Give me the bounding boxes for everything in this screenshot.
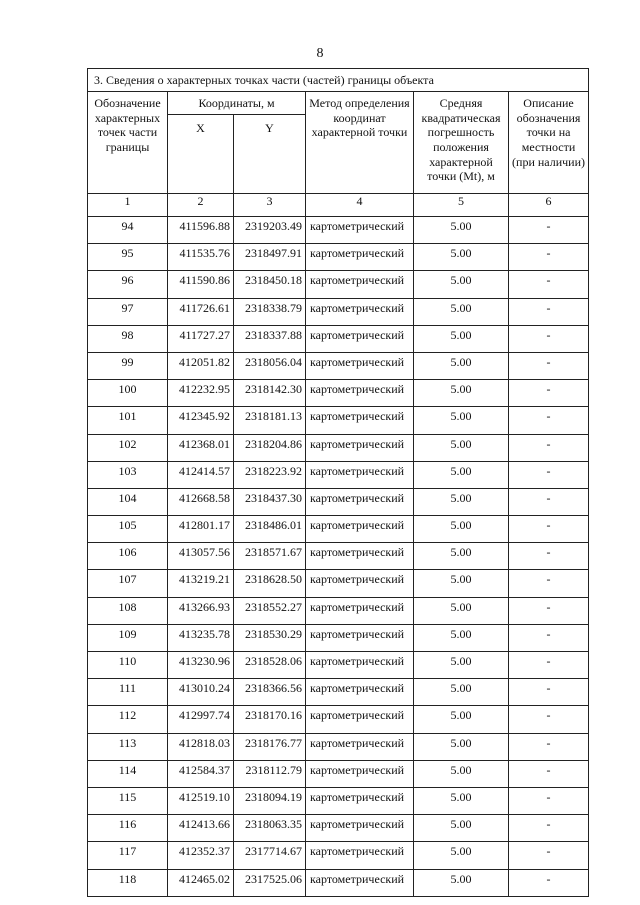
method-cell: картометрический (306, 516, 414, 543)
coordinate-y-cell: 2318497.91 (234, 244, 306, 271)
point-designation-cell: 110 (88, 652, 168, 679)
table-row (88, 652, 589, 679)
description-cell: - (509, 760, 589, 787)
error-cell: 5.00 (414, 842, 509, 869)
error-cell: 5.00 (414, 298, 509, 325)
coordinate-x-cell: 412345.92 (168, 407, 234, 434)
error-cell: 5.00 (414, 652, 509, 679)
point-designation-cell: 96 (88, 271, 168, 298)
point-designation-cell: 111 (88, 679, 168, 706)
coordinate-x-cell: 413010.24 (168, 679, 234, 706)
description-cell: - (509, 543, 589, 570)
table-row (88, 543, 589, 570)
method-cell: картометрический (306, 815, 414, 842)
coordinate-x-cell: 411726.61 (168, 298, 234, 325)
description-cell: - (509, 434, 589, 461)
method-cell: картометрический (306, 407, 414, 434)
column-number: 6 (509, 194, 589, 217)
coordinate-x-cell: 412465.02 (168, 869, 234, 896)
coordinate-y-cell: 2318337.88 (234, 325, 306, 352)
column-number: 5 (414, 194, 509, 217)
method-cell: картометрический (306, 488, 414, 515)
coordinate-x-cell: 412413.66 (168, 815, 234, 842)
coordinate-y-cell: 2318142.30 (234, 380, 306, 407)
table-row (88, 624, 589, 651)
error-cell: 5.00 (414, 733, 509, 760)
header-error: Средняя квадратическая погрешность положения характерной точки (Mt), м (414, 92, 509, 194)
table-row (88, 787, 589, 814)
coordinate-x-cell: 412818.03 (168, 733, 234, 760)
coordinate-x-cell: 411596.88 (168, 217, 234, 244)
coordinate-y-cell: 2318112.79 (234, 760, 306, 787)
coordinate-x-cell: 411590.86 (168, 271, 234, 298)
table-row (88, 217, 589, 244)
point-designation-cell: 117 (88, 842, 168, 869)
method-cell: картометрический (306, 298, 414, 325)
error-cell: 5.00 (414, 461, 509, 488)
header-y: Y (234, 115, 306, 194)
table-row (88, 869, 589, 896)
coordinate-y-cell: 2318628.50 (234, 570, 306, 597)
coordinate-x-cell: 412668.58 (168, 488, 234, 515)
error-cell: 5.00 (414, 352, 509, 379)
description-cell: - (509, 325, 589, 352)
description-cell: - (509, 488, 589, 515)
method-cell: картометрический (306, 543, 414, 570)
coordinate-x-cell: 412801.17 (168, 516, 234, 543)
coordinate-y-cell: 2318450.18 (234, 271, 306, 298)
coordinate-y-cell: 2318338.79 (234, 298, 306, 325)
table-row (88, 570, 589, 597)
error-cell: 5.00 (414, 815, 509, 842)
coordinate-x-cell: 412414.57 (168, 461, 234, 488)
method-cell: картометрический (306, 679, 414, 706)
table-row (88, 271, 589, 298)
coordinate-y-cell: 2318063.35 (234, 815, 306, 842)
table-row (88, 434, 589, 461)
point-designation-cell: 97 (88, 298, 168, 325)
table-row (88, 488, 589, 515)
coordinate-y-cell: 2318486.01 (234, 516, 306, 543)
coordinate-x-cell: 411535.76 (168, 244, 234, 271)
point-designation-cell: 106 (88, 543, 168, 570)
point-designation-cell: 118 (88, 869, 168, 896)
point-designation-cell: 99 (88, 352, 168, 379)
error-cell: 5.00 (414, 407, 509, 434)
point-designation-cell: 98 (88, 325, 168, 352)
description-cell: - (509, 652, 589, 679)
coordinate-y-cell: 2318223.92 (234, 461, 306, 488)
description-cell: - (509, 244, 589, 271)
method-cell: картометрический (306, 325, 414, 352)
method-cell: картометрический (306, 434, 414, 461)
point-designation-cell: 107 (88, 570, 168, 597)
method-cell: картометрический (306, 733, 414, 760)
point-designation-cell: 94 (88, 217, 168, 244)
point-designation-cell: 112 (88, 706, 168, 733)
description-cell: - (509, 461, 589, 488)
point-designation-cell: 101 (88, 407, 168, 434)
error-cell: 5.00 (414, 869, 509, 896)
error-cell: 5.00 (414, 244, 509, 271)
table-row (88, 842, 589, 869)
description-cell: - (509, 516, 589, 543)
error-cell: 5.00 (414, 434, 509, 461)
coordinate-y-cell: 2318094.19 (234, 787, 306, 814)
method-cell: картометрический (306, 217, 414, 244)
point-designation-cell: 114 (88, 760, 168, 787)
table-header (88, 69, 589, 217)
point-designation-cell: 115 (88, 787, 168, 814)
method-cell: картометрический (306, 760, 414, 787)
error-cell: 5.00 (414, 380, 509, 407)
table-row (88, 298, 589, 325)
error-cell: 5.00 (414, 543, 509, 570)
coordinate-y-cell: 2318056.04 (234, 352, 306, 379)
coordinate-y-cell: 2318528.06 (234, 652, 306, 679)
table-row (88, 706, 589, 733)
error-cell: 5.00 (414, 570, 509, 597)
description-cell: - (509, 815, 589, 842)
coordinate-y-cell: 2318366.56 (234, 679, 306, 706)
coordinate-x-cell: 413219.21 (168, 570, 234, 597)
method-cell: картометрический (306, 597, 414, 624)
coordinate-x-cell: 412368.01 (168, 434, 234, 461)
table-body (88, 217, 589, 897)
method-cell: картометрический (306, 461, 414, 488)
error-cell: 5.00 (414, 679, 509, 706)
error-cell: 5.00 (414, 271, 509, 298)
error-cell: 5.00 (414, 597, 509, 624)
coordinate-y-cell: 2318204.86 (234, 434, 306, 461)
column-number: 3 (234, 194, 306, 217)
coordinate-x-cell: 412997.74 (168, 706, 234, 733)
table-row (88, 244, 589, 271)
coordinate-x-cell: 413057.56 (168, 543, 234, 570)
table-row (88, 516, 589, 543)
section-title: 3. Сведения о характерных точках части (частей) границы объекта (88, 69, 589, 92)
description-cell: - (509, 706, 589, 733)
boundary-points-table (87, 68, 589, 897)
error-cell: 5.00 (414, 516, 509, 543)
point-designation-cell: 104 (88, 488, 168, 515)
coordinate-y-cell: 2319203.49 (234, 217, 306, 244)
method-cell: картометрический (306, 624, 414, 651)
coordinate-x-cell: 412519.10 (168, 787, 234, 814)
column-numbers-row (88, 194, 589, 217)
error-cell: 5.00 (414, 706, 509, 733)
coordinate-y-cell: 2318530.29 (234, 624, 306, 651)
column-number: 1 (88, 194, 168, 217)
coordinate-y-cell: 2318437.30 (234, 488, 306, 515)
method-cell: картометрический (306, 570, 414, 597)
point-designation-cell: 109 (88, 624, 168, 651)
method-cell: картометрический (306, 271, 414, 298)
description-cell: - (509, 787, 589, 814)
header-coordinates: Координаты, м (168, 92, 306, 115)
coordinate-y-cell: 2318176.77 (234, 733, 306, 760)
description-cell: - (509, 733, 589, 760)
coordinate-x-cell: 413230.96 (168, 652, 234, 679)
point-designation-cell: 103 (88, 461, 168, 488)
description-cell: - (509, 298, 589, 325)
description-cell: - (509, 624, 589, 651)
header-x: X (168, 115, 234, 194)
error-cell: 5.00 (414, 624, 509, 651)
table-row (88, 325, 589, 352)
table-row (88, 352, 589, 379)
method-cell: картометрический (306, 842, 414, 869)
point-designation-cell: 95 (88, 244, 168, 271)
error-cell: 5.00 (414, 787, 509, 814)
description-cell: - (509, 570, 589, 597)
coordinate-y-cell: 2318181.13 (234, 407, 306, 434)
column-number: 4 (306, 194, 414, 217)
point-designation-cell: 102 (88, 434, 168, 461)
description-cell: - (509, 407, 589, 434)
error-cell: 5.00 (414, 325, 509, 352)
coordinate-y-cell: 2317714.67 (234, 842, 306, 869)
table-row (88, 597, 589, 624)
method-cell: картометрический (306, 787, 414, 814)
error-cell: 5.00 (414, 488, 509, 515)
description-cell: - (509, 352, 589, 379)
column-number: 2 (168, 194, 234, 217)
header-designation: Обозначение характерных точек части границы (88, 92, 168, 194)
coordinate-x-cell: 412232.95 (168, 380, 234, 407)
table-row (88, 815, 589, 842)
coordinate-y-cell: 2318552.27 (234, 597, 306, 624)
point-designation-cell: 100 (88, 380, 168, 407)
method-cell: картометрический (306, 352, 414, 379)
description-cell: - (509, 679, 589, 706)
table-row (88, 733, 589, 760)
table-row (88, 380, 589, 407)
table-row (88, 679, 589, 706)
description-cell: - (509, 380, 589, 407)
header-description: Описание обозначения точки на местности (при наличии) (509, 92, 589, 194)
coordinate-x-cell: 413266.93 (168, 597, 234, 624)
coordinate-x-cell: 413235.78 (168, 624, 234, 651)
method-cell: картометрический (306, 244, 414, 271)
coordinate-y-cell: 2317525.06 (234, 869, 306, 896)
coordinate-x-cell: 411727.27 (168, 325, 234, 352)
point-designation-cell: 108 (88, 597, 168, 624)
header-method: Метод определения координат характерной точки (306, 92, 414, 194)
table-row (88, 407, 589, 434)
description-cell: - (509, 842, 589, 869)
coordinate-y-cell: 2318170.16 (234, 706, 306, 733)
point-designation-cell: 105 (88, 516, 168, 543)
page-number: 8 (316, 46, 324, 61)
method-cell: картометрический (306, 380, 414, 407)
coordinate-x-cell: 412051.82 (168, 352, 234, 379)
error-cell: 5.00 (414, 217, 509, 244)
error-cell: 5.00 (414, 760, 509, 787)
method-cell: картометрический (306, 869, 414, 896)
coordinate-y-cell: 2318571.67 (234, 543, 306, 570)
method-cell: картометрический (306, 706, 414, 733)
table-row (88, 461, 589, 488)
table-row (88, 760, 589, 787)
point-designation-cell: 116 (88, 815, 168, 842)
description-cell: - (509, 217, 589, 244)
description-cell: - (509, 271, 589, 298)
description-cell: - (509, 869, 589, 896)
coordinate-x-cell: 412584.37 (168, 760, 234, 787)
point-designation-cell: 113 (88, 733, 168, 760)
coordinate-x-cell: 412352.37 (168, 842, 234, 869)
method-cell: картометрический (306, 652, 414, 679)
description-cell: - (509, 597, 589, 624)
